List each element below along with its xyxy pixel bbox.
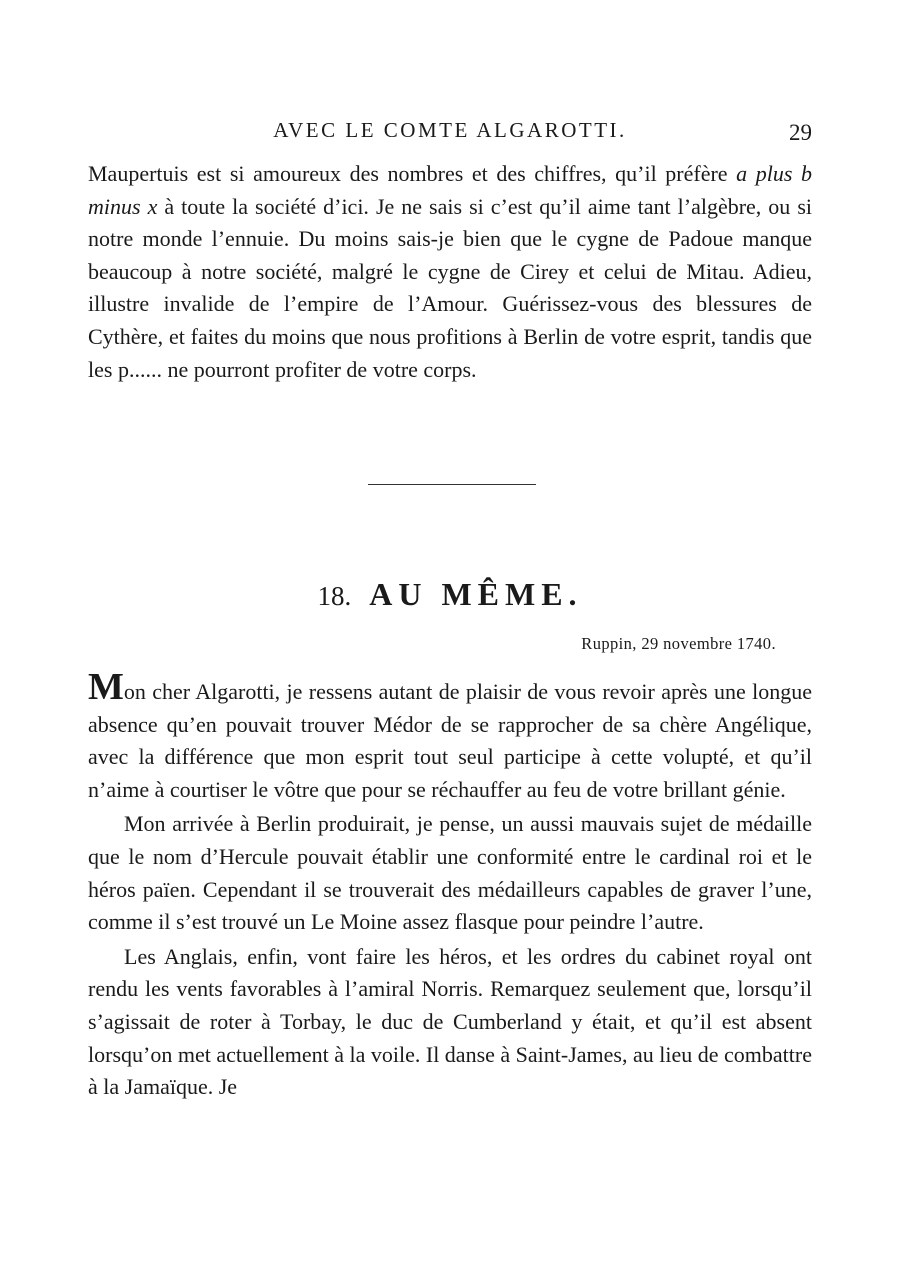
drop-initial: M	[88, 666, 124, 708]
letter-title: AU MÊME.	[369, 576, 583, 612]
letter-number: 18.	[317, 581, 352, 611]
running-title: AVEC LE COMTE ALGAROTTI.	[273, 118, 627, 142]
paragraph-end: à toute la société d’ici. Je ne sais si c’est qu’il aime tant l’algèbre, ou si notre monde l’ennuie. Du moins sais-je bien que le cygne de Padoue manque beaucoup à notre société, malgré le cygne de Cirey et celui de Mitau. Adieu, illustre invalide de l’empire de l’Amour. Guérissez-vous des blessures de Cythère, et faites du moins que nous profitions à Berlin de votre esprit, tandis que les p...... ne pourront profiter de votre corps.	[88, 193, 812, 382]
formula: a plus b minus x	[88, 161, 812, 219]
running-head	[88, 116, 812, 146]
paragraph	[88, 158, 812, 386]
previous-letter-text	[88, 158, 812, 386]
letter-body	[88, 666, 812, 1104]
paragraph	[88, 666, 812, 806]
paragraph: Les Anglais, enfin, vont faire les héros, et les ordres du cabinet royal ont rendu les vents favorables à l’amiral Norris. Remarquez seulement que, lorsqu’il s’agissait de roter à Torbay, le duc de Cumberland y était, et qu’il est absent lorsqu’on met actuellement à la voile. Il danse à Saint-James, au lieu de combattre à la Jamaïque. Je	[88, 943, 812, 1100]
page-number: 29	[789, 120, 812, 145]
paragraph-rest: on cher Algarotti, je ressens autant de plaisir de vous revoir après une longue absence qu’en pouvait trouver Médor de se rapprocher de sa chère Angélique, avec la différence que mon esprit tout seul participe à cette volupté, et qu’il n’aime à courtiser le vôtre que pour se réchauffer au feu de votre brillant génie.	[88, 679, 812, 802]
paragraph: Mon arrivée à Berlin produirait, je pense, un aussi mauvais sujet de médaille que le nom d’Hercule pouvait établir une conformité entre le cardinal roi et le héros païen. Cependant il se trouverait des médailleurs capables de graver l’une, comme il s’est trouvé un Le Moine assez flasque pour peindre l’autre.	[88, 811, 812, 935]
section-divider	[368, 484, 536, 485]
dateline: Ruppin, 29 novembre 1740.	[581, 634, 776, 653]
paragraph-start: Maupertuis est si amoureux des nombres et des chiffres, qu’il préfère	[88, 161, 737, 186]
letter-heading	[88, 576, 812, 613]
